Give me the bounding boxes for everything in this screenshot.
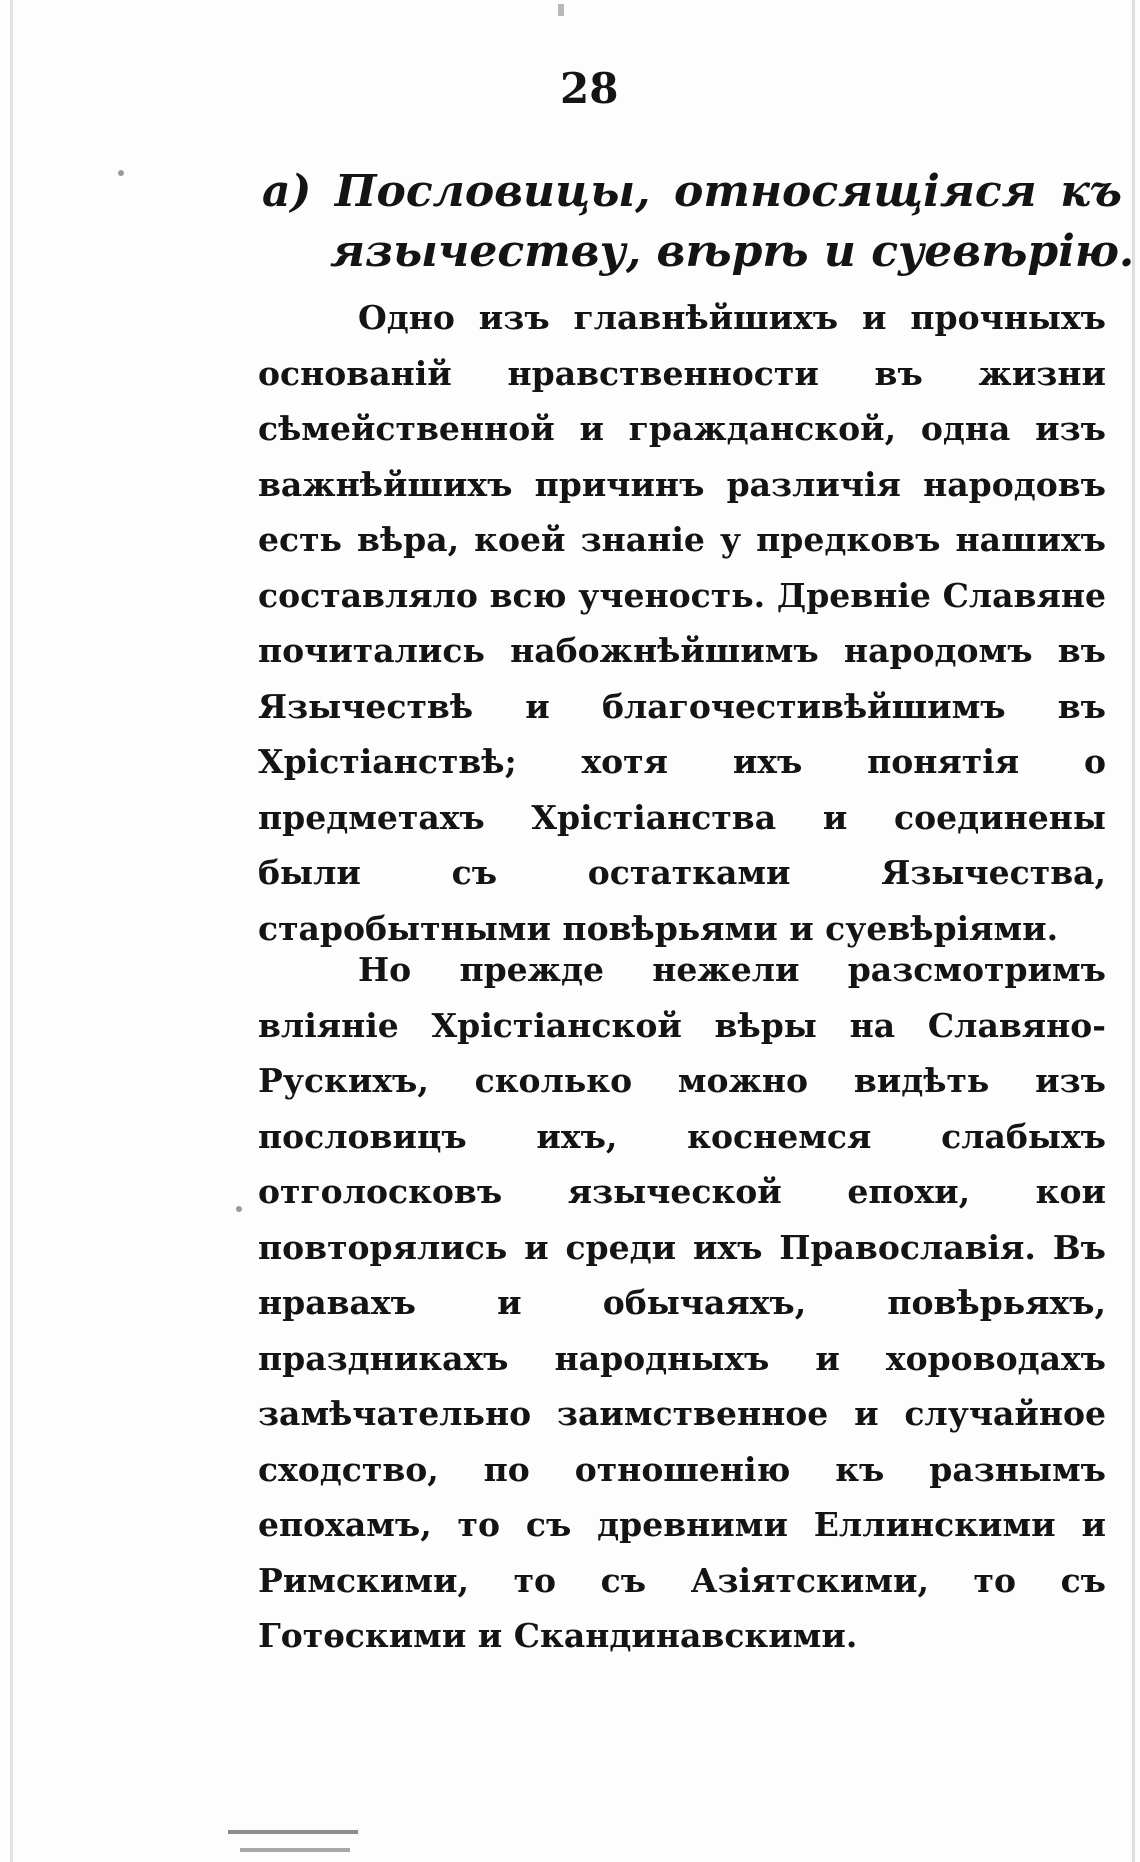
scan-mark-top [558, 4, 564, 16]
section-heading-line-1: а) Пословицы, относящіяся къ [262, 166, 1122, 217]
scan-footer-line [240, 1848, 350, 1852]
scan-speck [118, 170, 124, 176]
scan-footer-line [228, 1830, 358, 1834]
page-number: 28 [560, 64, 619, 113]
page-right-edge [1132, 0, 1135, 1862]
page-left-edge [10, 0, 13, 1862]
paragraph-1: Одно изъ главнѣйшихъ и прочныхъ основаній нравственности въ жизни сѣмейственной и гражданской, одна изъ важнѣйшихъ причинъ различія народовъ есть вѣра, коей знаніе у предковъ нашихъ составляло всю ученость. Древніе Славяне почитались набожнѣйшимъ народомъ въ Язычествѣ и благочестивѣйшимъ въ Хрістіанствѣ; хотя ихъ понятія о предметахъ Хрістіанства и соединены были съ остатками Язычества, старобытными повѣрьями и суевѣріями. [258, 298, 1106, 948]
paragraph-2: Но прежде нежели разсмотримъ вліяніе Хрістіанской вѣры на Славяно-Рускихъ, сколько можно видѣть изъ пословицъ ихъ, коснемся слабыхъ отголосковъ языческой епохи, кои повторялись и среди ихъ Православія. Въ нравахъ и обычаяхъ, повѣрьяхъ, праздникахъ народныхъ и хороводахъ замѣчательно заимственное и случайное сходство, по отношенію къ разнымъ епохамъ, то съ древними Еллинскими и Римскими, то съ Азіятскими, то съ Готѳскими и Скандинавскими. [258, 950, 1106, 1655]
scan-speck [236, 1206, 242, 1212]
section-heading-line-2: язычеству, вѣрѣ и суевѣрію. [330, 226, 1135, 277]
